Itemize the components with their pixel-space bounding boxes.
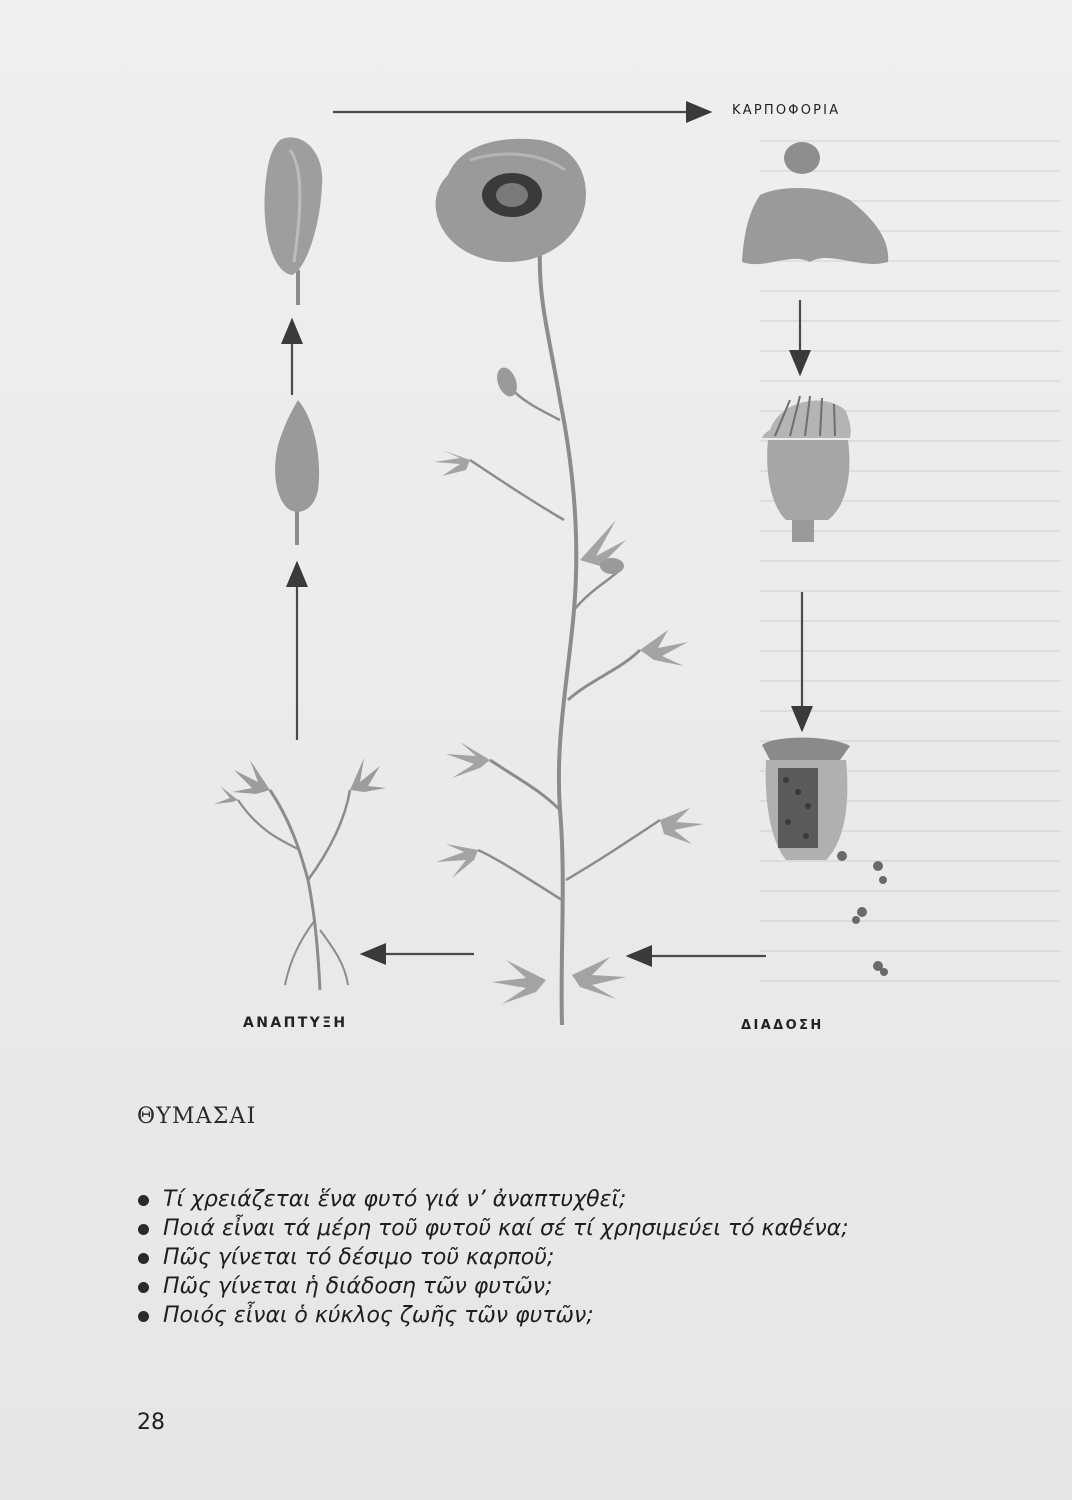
bullet-icon (138, 1282, 149, 1293)
bullet-icon (138, 1253, 149, 1264)
seed-capsule (762, 396, 851, 542)
question-text: Ποιός εἶναι ὁ κύκλος ζωῆς τῶν φυτῶν; (163, 1303, 594, 1328)
remember-heading: ΘΥΜΑΣΑΙ (137, 1104, 257, 1129)
question-item (137, 1301, 849, 1330)
question-item (137, 1272, 849, 1301)
question-item (137, 1185, 849, 1214)
poppy-plant (434, 139, 704, 1025)
closed-bud (275, 400, 319, 545)
question-text: Πῶς γίνεται ἡ διάδοση τῶν φυτῶν; (163, 1274, 553, 1299)
page-number: 28 (137, 1410, 165, 1435)
fruiting-flower (742, 142, 888, 264)
review-questions (137, 1185, 849, 1330)
question-item (137, 1214, 849, 1243)
question-text: Ποιά εἶναι τά μέρη τοῦ φυτοῦ καί σέ τί χρησιμεύει τό καθένα; (163, 1216, 849, 1241)
poppy-life-cycle-illustration (200, 90, 920, 1050)
dispersed-seeds (837, 851, 888, 976)
bullet-icon (138, 1195, 149, 1206)
bullet-icon (138, 1224, 149, 1235)
label-development: ΑΝΑΠΤΥΞΗ (243, 1015, 348, 1031)
opening-bud (264, 137, 322, 305)
open-capsule (762, 738, 850, 860)
label-fruiting: ΚΑΡΠΟΦΟΡΙΑ (732, 103, 841, 118)
life-cycle-drawing (200, 90, 920, 1050)
bullet-icon (138, 1311, 149, 1322)
question-text: Πῶς γίνεται τό δέσιμο τοῦ καρποῦ; (163, 1245, 555, 1270)
question-item (137, 1243, 849, 1272)
question-text: Τί χρειάζεται ἕνα φυτό γιά ν’ ἀναπτυχθεῖ; (163, 1187, 627, 1212)
seedling (214, 758, 386, 990)
label-dispersal: ΔΙΑΔΟΣΗ (741, 1018, 824, 1033)
